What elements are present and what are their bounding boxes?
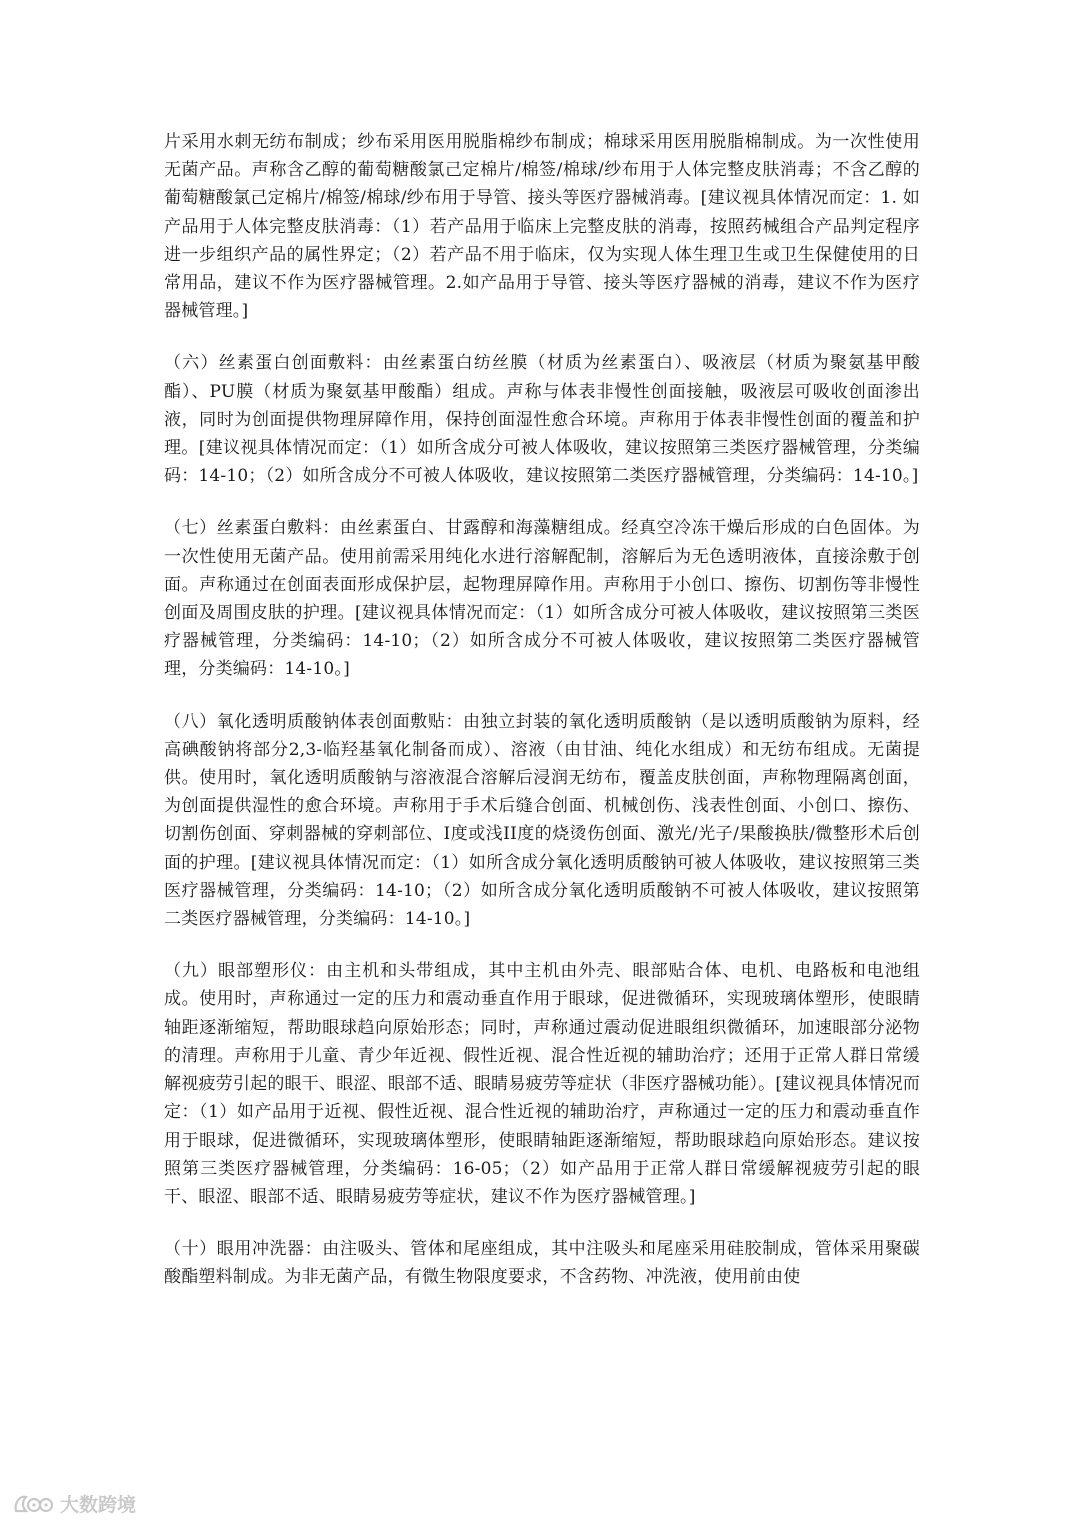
paragraph-continued: 片采用水刺无纺布制成；纱布采用医用脱脂棉纱布制成；棉球采用医用脱脂棉制成。为一次性使用无菌产品。声称含乙醇的葡萄糖酸氯己定棉片/棉签/棉球/纱布用于人体完整皮肤消毒；不含乙醇的葡萄糖酸氯己定棉片/棉签/棉球/纱布用于导管、接头等医疗器械消毒。[建议视具体情况而定：1. 如产品用于人体完整皮肤消毒：（1）若产品用于临床上完整皮肤的消毒，按照药械组合产品判定程序进一步组织产品的属性界定；（2）若产品不用于临床，仅为实现人体生理卫生或卫生保健使用的日常用品，建议不作为医疗器械管理。2.如产品用于导管、接头等医疗器械的消毒，建议不作为医疗器械管理。] — [164, 132, 920, 322]
paragraph-6-silk-fibroin-wound-dressing: （六）丝素蛋白创面敷料：由丝素蛋白纺丝膜（材质为丝素蛋白）、吸液层（材质为聚氨基甲酸酯）、PU膜（材质为聚氨基甲酸酯）组成。声称与体表非慢性创面接触，吸液层可吸收创面渗出液，同时为创面提供物理屏障作用，保持创面湿性愈合环境。声称用于体表非慢性创面的覆盖和护理。[建议视具体情况而定：（1）如所含成分可被人体吸收，建议按照第三类医疗器械管理，分类编码：14-10；（2）如所含成分不可被人体吸收，建议按照第二类医疗器械管理，分类编码：14-10。] — [164, 353, 920, 487]
kuajing-logo-icon — [12, 1491, 56, 1517]
paragraph-9-eye-shaping-device: （九）眼部塑形仪：由主机和头带组成，其中主机由外壳、眼部贴合体、电机、电路板和电池组成。使用时，声称通过一定的压力和震动垂直作用于眼球，促进微循环，实现玻璃体塑形，使眼睛轴距逐渐缩短，帮助眼球趋向原始形态；同时，声称通过震动促进眼组织微循环，加速眼部分泌物的清理。声称用于儿童、青少年近视、假性近视、混合性近视的辅助治疗；还用于正常人群日常缓解视疲劳引起的眼干、眼涩、眼部不适、眼睛易疲劳等症状（非医疗器械功能）。[建议视具体情况而定：（1）如产品用于近视、假性近视、混合性近视的辅助治疗，声称通过一定的压力和震动垂直作用于眼球，促进微循环，实现玻璃体塑形，使眼睛轴距逐渐缩短，帮助眼球趋向原始形态。建议按照第三类医疗器械管理，分类编码：16-05；（2）如产品用于正常人群日常缓解视疲劳引起的眼干、眼涩、眼部不适、眼睛易疲劳等症状，建议不作为医疗器械管理。] — [164, 961, 920, 1207]
watermark — [12, 1490, 136, 1517]
paragraph-10-eye-irrigator: （十）眼用冲洗器：由注吸头、管体和尾座组成，其中注吸头和尾座采用硅胶制成，管体采用聚碳酸酯塑料制成。为非无菌产品，有微生物限度要求，不含药物、冲洗液，使用前由使 — [164, 1239, 920, 1288]
paragraph-7-silk-fibroin-dressing: （七）丝素蛋白敷料：由丝素蛋白、甘露醇和海藻糖组成。经真空冷冻干燥后形成的白色固体。为一次性使用无菌产品。使用前需采用纯化水进行溶解配制，溶解后为无色透明液体，直接涂敷于创面。声称通过在创面表面形成保护层，起物理屏障作用。声称用于小创口、擦伤、切割伤等非慢性创面及周围皮肤的护理。[建议视具体情况而定：（1）如所含成分可被人体吸收，建议按照第三类医疗器械管理，分类编码：14-10；（2）如所含成分不可被人体吸收，建议按照第二类医疗器械管理，分类编码：14-10。] — [164, 518, 920, 680]
document-body — [164, 128, 920, 1316]
watermark-text: 大数跨境 — [60, 1494, 137, 1516]
paragraph-8-oxidized-hyaluronate-patch: （八）氧化透明质酸钠体表创面敷贴：由独立封装的氧化透明质酸钠（是以透明质酸钠为原料，经高碘酸钠将部分2,3-临羟基氧化制备而成）、溶液（由甘油、纯化水组成）和无纺布组成。无菌提供。使用时，氧化透明质酸钠与溶液混合溶解后浸润无纺布，覆盖皮肤创面，声称物理隔离创面，为创面提供湿性的愈合环境。声称用于手术后缝合创面、机械创伤、浅表性创面、小创口、擦伤、切割伤创面、穿刺器械的穿刺部位、I度或浅II度的烧烫伤创面、激光/光子/果酸换肤/微整形术后创面的护理。[建议视具体情况而定：（1）如所含成分氧化透明质酸钠可被人体吸收，建议按照第三类医疗器械管理，分类编码：14-10；（2）如所含成分氧化透明质酸钠不可被人体吸收，建议按照第二类医疗器械管理，分类编码：14-10。] — [164, 711, 920, 930]
